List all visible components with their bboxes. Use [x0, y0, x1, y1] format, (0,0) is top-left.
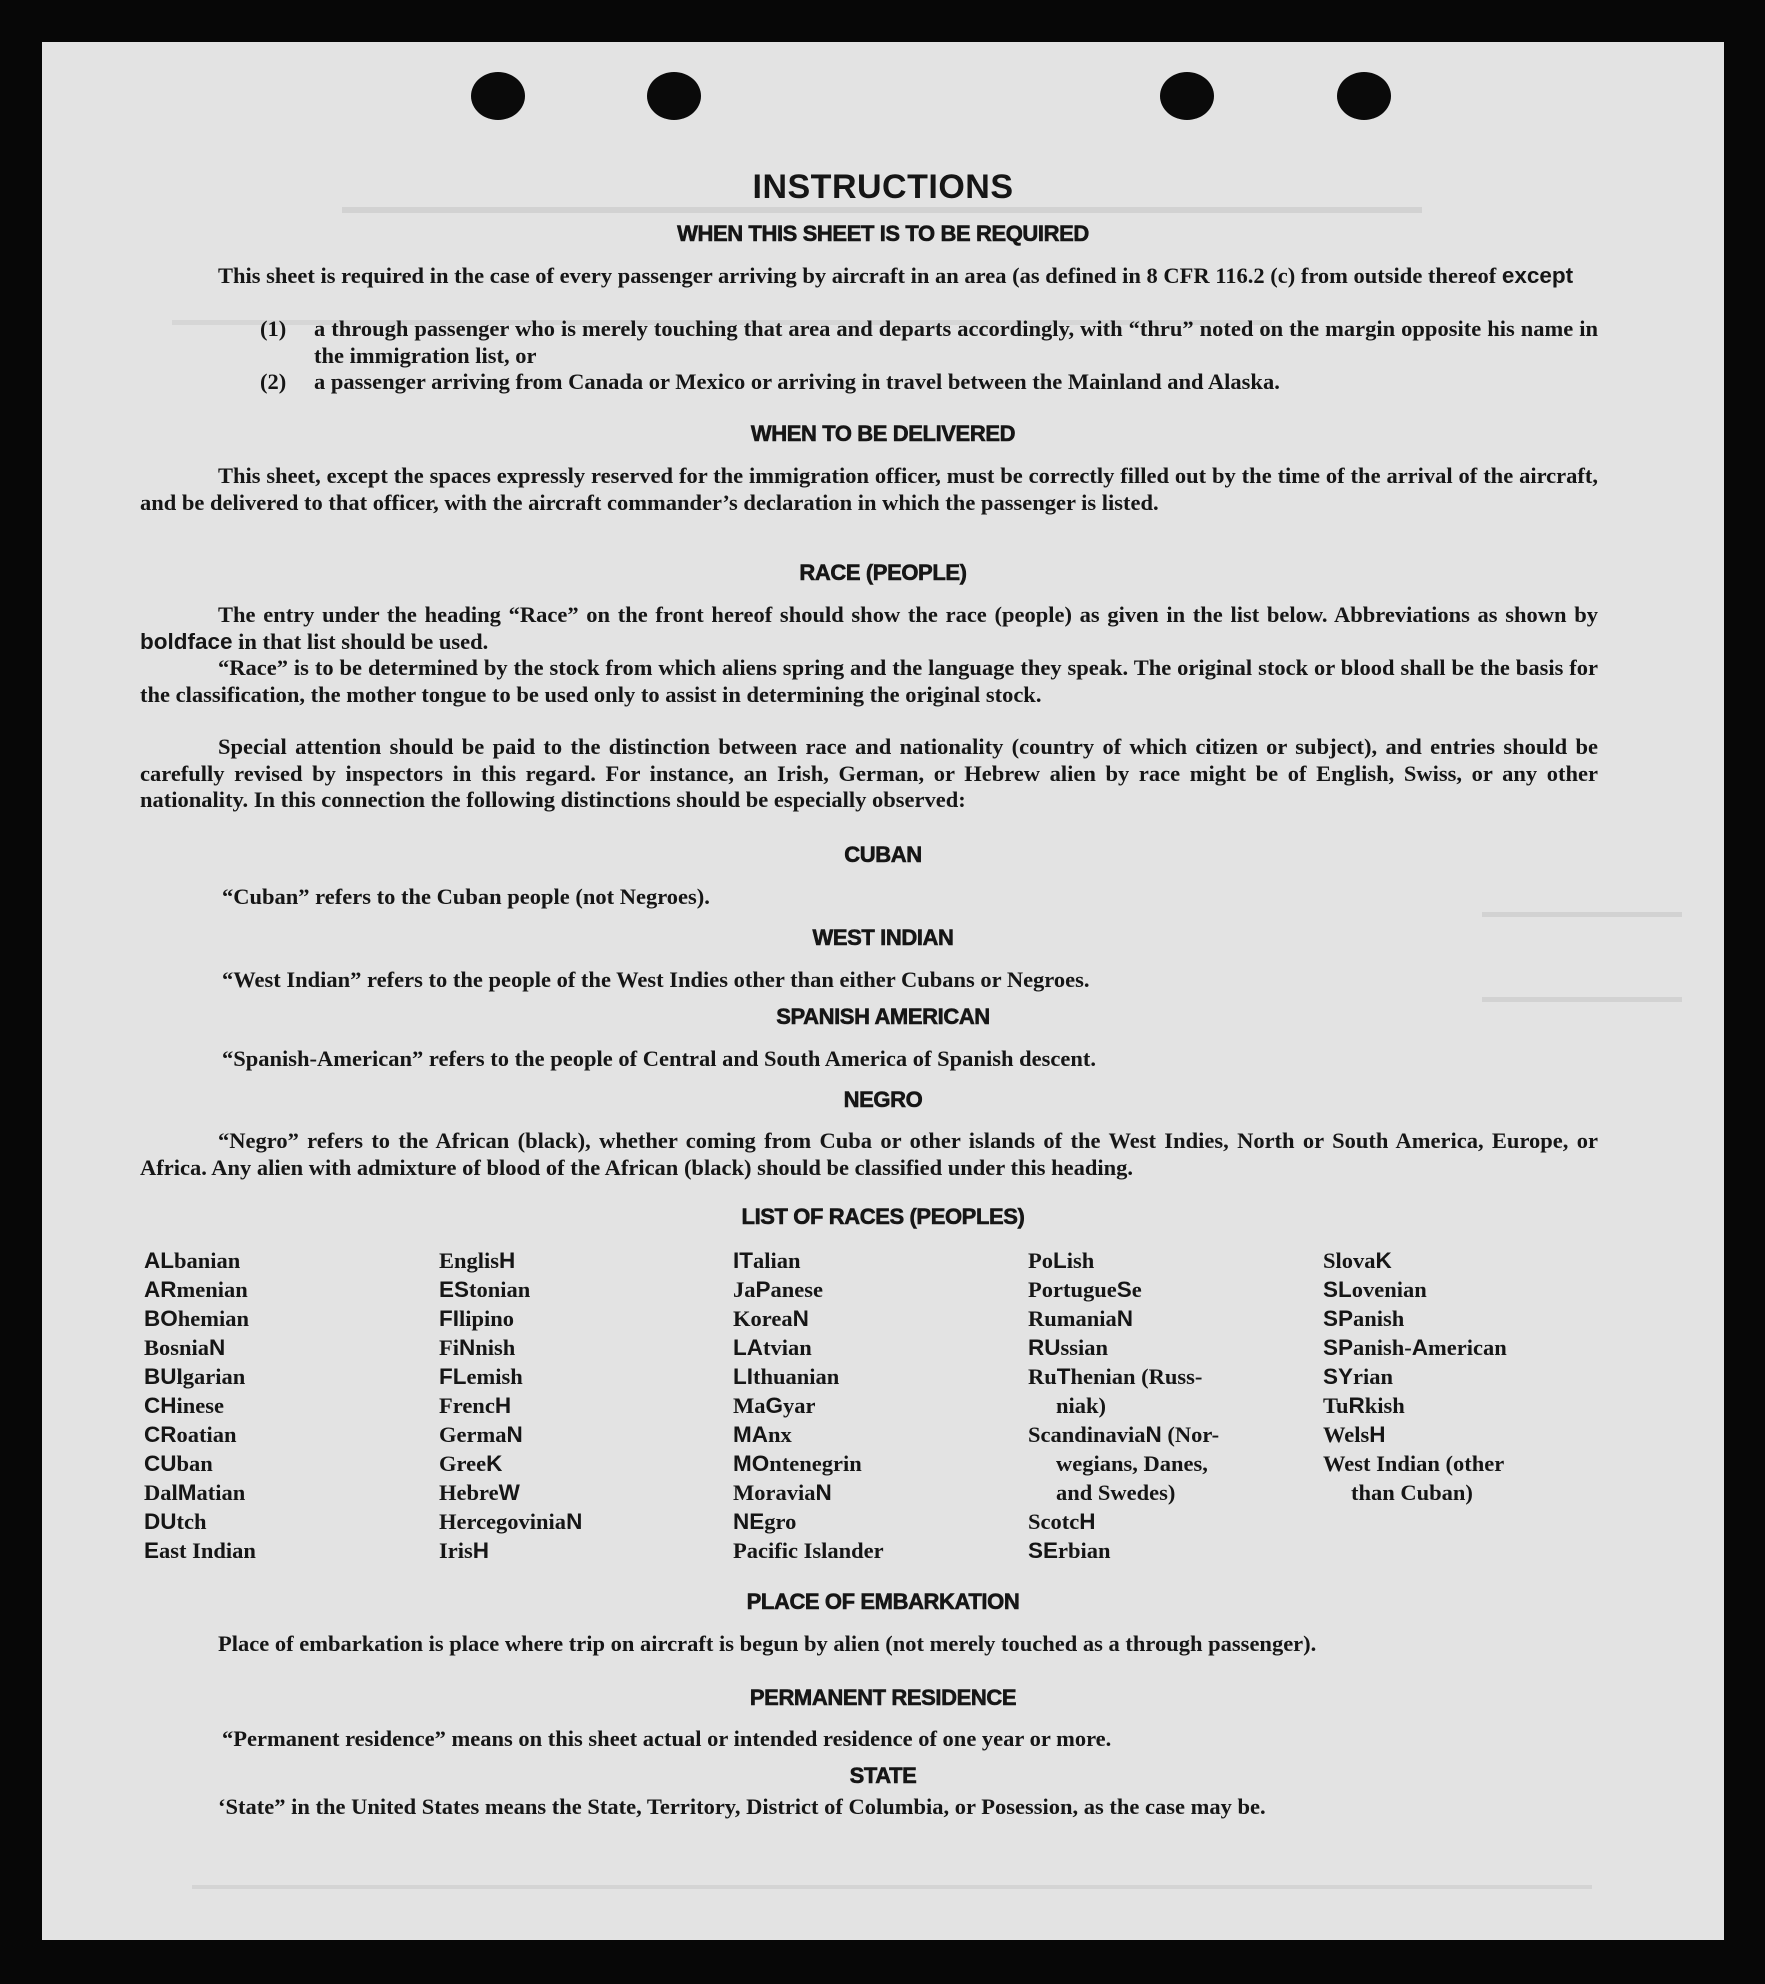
section-heading-when-delivered: WHEN TO BE DELIVERED: [750, 421, 1016, 446]
race-entry: [1323, 1362, 1507, 1391]
race-name-text: tch: [176, 1509, 207, 1534]
residence-text: “Permanent residence” means on this sheet actual or intended residence of one year or more.: [222, 1726, 1112, 1751]
section-heading-list-of-races: LIST OF RACES (PEOPLES): [741, 1204, 1025, 1229]
race-abbreviation: LI: [733, 1364, 753, 1389]
race-entry: [144, 1275, 256, 1304]
section-heading-cuban: CUBAN: [844, 842, 922, 867]
race-name-text: West Indian (other: [1323, 1451, 1505, 1476]
race-name-text: Tu: [1323, 1393, 1349, 1418]
race-name-text: e: [1131, 1277, 1142, 1302]
race-name-text: rbian: [1058, 1538, 1111, 1563]
race-paragraph-1: [140, 602, 1598, 655]
race-entry: [1323, 1304, 1507, 1333]
race-entry: [733, 1420, 884, 1449]
document-page: [42, 42, 1724, 1940]
race-abbreviation: CH: [144, 1393, 177, 1418]
race-abbreviation: H: [1369, 1422, 1386, 1447]
race-entry: [439, 1478, 582, 1507]
race-entry: [144, 1478, 256, 1507]
race-abbreviation: LA: [733, 1335, 763, 1360]
bleed-through-mark: [1482, 997, 1682, 1002]
race-abbreviation: N: [1116, 1306, 1134, 1331]
race-name-text: ish: [1066, 1248, 1095, 1273]
race-p3-text: Special attention should be paid to the distinction between race and nationality (country of which citizen or subject), and entries should be carefully revised by inspectors in this regard. For instance, an Irish, German, or Hebrew alien by race might be of English, Swiss, or any other nationality. In this connection the following distinctions should be especially observed:: [140, 734, 1598, 812]
race-name-text: niak): [1056, 1393, 1107, 1418]
race-name-text: Ja: [733, 1277, 756, 1302]
race-entry: [144, 1333, 256, 1362]
race-entry: [1028, 1333, 1219, 1362]
race-entry: [1323, 1449, 1507, 1478]
race-name-text: tvian: [763, 1335, 812, 1360]
race-abbreviation: SP: [1323, 1306, 1354, 1331]
race-entry: [439, 1449, 582, 1478]
race-p1-text: The entry under the heading “Race” on the front hereof should show the race (people) as given in the list below. Abbreviations as shown by: [218, 602, 1598, 627]
cuban-text: “Cuban” refers to the Cuban people (not Negroes).: [222, 884, 710, 909]
race-name-text: anese: [770, 1277, 824, 1302]
race-abbreviation: L: [1053, 1248, 1067, 1273]
race-name-text: lipino: [459, 1306, 515, 1331]
race-entry: [1028, 1275, 1219, 1304]
embarkation-body: Place of embarkation is place where trip on aircraft is begun by alien (not merely touched as a through passenger).: [218, 1631, 1317, 1656]
race-entry: [439, 1246, 582, 1275]
race-abbreviation: DU: [144, 1509, 177, 1534]
race-entry: [733, 1362, 884, 1391]
race-abbreviation: N: [815, 1480, 832, 1505]
race-name-text: inese: [176, 1393, 224, 1418]
except-word: except: [1501, 263, 1574, 288]
race-name-text: rian: [1353, 1364, 1394, 1389]
race-entry: [1028, 1536, 1219, 1565]
race-abbreviation: SP: [1323, 1335, 1354, 1360]
race-name-text: tonian: [469, 1277, 531, 1302]
negro-body: “Negro” refers to the African (black), whether coming from Cuba or other islands of the West Indies, North or South America, Europe, or Africa. Any alien with admixture of blood of the African (black) should be classified under this heading.: [140, 1128, 1598, 1180]
race-name-text: ast Indian: [159, 1538, 256, 1563]
race-entry: [144, 1420, 256, 1449]
race-name-text: Fi: [439, 1335, 459, 1360]
race-abbreviation: BO: [144, 1306, 178, 1331]
race-name-text: Hebre: [439, 1480, 499, 1505]
race-name-text: Gree: [439, 1451, 487, 1476]
race-name-text: Englis: [439, 1248, 500, 1273]
section-heading-negro: NEGRO: [843, 1087, 923, 1112]
races-column-5: [1323, 1246, 1507, 1507]
race-name-text: yar: [783, 1393, 816, 1418]
race-name-text: Bosnia: [144, 1335, 210, 1360]
race-entry: [439, 1391, 582, 1420]
embarkation-text: [140, 1631, 1598, 1658]
when-required-body: This sheet is required in the case of every passenger arriving by aircraft in an area (as defined in 8 CFR 116.2 (c) from outside thereof: [218, 263, 1497, 288]
race-entry-continuation: [1028, 1391, 1219, 1420]
when-required-text: [140, 263, 1598, 290]
race-name-text: nish: [475, 1335, 516, 1360]
races-column-4: [1028, 1246, 1219, 1565]
race-abbreviation: MO: [733, 1451, 770, 1476]
section-heading-state: STATE: [849, 1763, 917, 1788]
race-abbreviation: H: [472, 1538, 489, 1563]
race-name-text: alian: [753, 1248, 801, 1273]
race-name-text: Frenc: [439, 1393, 495, 1418]
bleed-through-mark: [1482, 912, 1682, 917]
race-entry: [1028, 1507, 1219, 1536]
race-name-text: Scandinavia: [1028, 1422, 1146, 1447]
race-entry: [733, 1478, 884, 1507]
race-abbreviation: AL: [144, 1248, 174, 1273]
race-entry: [144, 1449, 256, 1478]
race-abbreviation: G: [765, 1393, 784, 1418]
race-abbreviation: A: [1411, 1335, 1429, 1360]
race-entry: [439, 1333, 582, 1362]
race-name-text: ssian: [1060, 1335, 1109, 1360]
race-abbreviation: CR: [144, 1422, 177, 1447]
race-entry: [1028, 1246, 1219, 1275]
race-name-text: wegians, Danes,: [1056, 1451, 1208, 1476]
race-name-text: Iris: [439, 1538, 473, 1563]
races-column-2: [439, 1246, 582, 1565]
boldface-word: boldface: [140, 628, 233, 654]
race-abbreviation: N: [506, 1422, 523, 1447]
race-name-text: Po: [1028, 1248, 1053, 1273]
race-name-text: banian: [174, 1248, 241, 1273]
race-name-text: anish: [1353, 1306, 1405, 1331]
race-entry: [733, 1304, 884, 1333]
race-name-text: Scotc: [1028, 1509, 1080, 1534]
race-entry: [439, 1507, 582, 1536]
race-name-text: Korea: [733, 1306, 793, 1331]
section-heading-west-indian: WEST INDIAN: [812, 925, 954, 950]
race-p2-text: “Race” is to be determined by the stock from which aliens spring and the language they speak. The original stock or blood shall be the basis for the classification, the mother tongue to be used only to assist in determining the original stock.: [140, 655, 1598, 707]
race-entry: [733, 1333, 884, 1362]
race-abbreviation: N: [1145, 1422, 1162, 1447]
section-heading-embarkation: PLACE OF EMBARKATION: [746, 1589, 1020, 1614]
race-name-text: than Cuban): [1351, 1480, 1473, 1505]
exception-number: (2): [260, 369, 287, 394]
race-paragraph-2: [140, 655, 1598, 708]
race-entry: [1323, 1246, 1507, 1275]
race-abbreviation: FI: [439, 1306, 459, 1331]
bleed-through-mark: [342, 207, 1422, 213]
race-entry: [144, 1507, 256, 1536]
race-abbreviation: SL: [1323, 1277, 1352, 1302]
race-abbreviation: N: [792, 1306, 809, 1331]
race-abbreviation: SY: [1323, 1364, 1354, 1389]
race-entry-continuation: [1323, 1478, 1507, 1507]
race-entry: [144, 1362, 256, 1391]
race-abbreviation: AR: [144, 1277, 177, 1302]
race-entry: [1028, 1304, 1219, 1333]
race-name-text: ovenian: [1351, 1277, 1427, 1302]
race-name-text: menian: [176, 1277, 248, 1302]
race-abbreviation: S: [1116, 1277, 1132, 1302]
punch-hole: [647, 72, 701, 120]
punch-hole: [471, 72, 525, 120]
race-name-text: Ma: [733, 1393, 766, 1418]
race-name-text: emish: [466, 1364, 523, 1389]
race-name-text: ntenegrin: [769, 1451, 862, 1476]
race-abbreviation: CU: [144, 1451, 177, 1476]
exception-item-1: [260, 316, 1598, 369]
race-abbreviation: H: [1079, 1509, 1096, 1534]
race-name-text: atian: [196, 1480, 246, 1505]
exception-text: a through passenger who is merely touching that area and departs accordingly, with “thru” noted on the margin opposite his name in the immigration list, or: [314, 316, 1598, 368]
race-entry: [144, 1304, 256, 1333]
race-entry: [733, 1246, 884, 1275]
race-entry: [1028, 1420, 1219, 1449]
negro-text: [140, 1128, 1598, 1181]
race-name-text: Portugue: [1028, 1277, 1117, 1302]
race-name-text: anish-: [1353, 1335, 1412, 1360]
exception-item-2: [260, 369, 1598, 396]
race-abbreviation: T: [1056, 1364, 1071, 1389]
race-abbreviation: M: [177, 1480, 197, 1505]
race-entry: [733, 1449, 884, 1478]
race-entry: [144, 1536, 256, 1565]
race-name-text: lgarian: [176, 1364, 246, 1389]
race-entry: [733, 1507, 884, 1536]
race-name-text: ban: [176, 1451, 213, 1476]
race-abbreviation: H: [499, 1248, 516, 1273]
race-entry: [439, 1275, 582, 1304]
race-entry: [144, 1391, 256, 1420]
section-heading-when-required: WHEN THIS SHEET IS TO BE REQUIRED: [677, 221, 1089, 246]
race-name-text: Hercegovinia: [439, 1509, 567, 1534]
race-name-text: Moravia: [733, 1480, 816, 1505]
race-name-text: thuanian: [753, 1364, 840, 1389]
race-name-text: henian (Russ-: [1070, 1364, 1203, 1389]
section-heading-spanish-american: SPANISH AMERICAN: [776, 1004, 990, 1029]
race-abbreviation: RU: [1028, 1335, 1061, 1360]
bleed-through-mark: [192, 1885, 1592, 1889]
race-entry: [1323, 1420, 1507, 1449]
race-entry: [144, 1246, 256, 1275]
race-entry: [1323, 1275, 1507, 1304]
section-heading-race: RACE (PEOPLE): [799, 560, 967, 585]
race-abbreviation: BU: [144, 1364, 177, 1389]
race-entry: [733, 1536, 884, 1565]
race-abbreviation: N: [566, 1509, 583, 1534]
when-delivered-text: [140, 463, 1598, 516]
race-abbreviation: ES: [439, 1277, 470, 1302]
race-name-text: and Swedes): [1056, 1480, 1176, 1505]
race-abbreviation: R: [1348, 1393, 1365, 1418]
race-name-text: Wels: [1323, 1422, 1370, 1447]
race-entry: [439, 1420, 582, 1449]
race-abbreviation: H: [494, 1393, 512, 1418]
race-entry: [1028, 1362, 1219, 1391]
race-name-text: gro: [764, 1509, 797, 1534]
when-delivered-body: This sheet, except the spaces expressly reserved for the immigration officer, must be correctly filled out by the time of the arrival of the aircraft, and be delivered to that officer, with the aircraft commander’s declaration in which the passenger is listed.: [140, 463, 1598, 515]
race-entry-continuation: [1028, 1478, 1219, 1507]
race-abbreviation: IT: [733, 1248, 753, 1273]
race-name-text: (Nor-: [1161, 1422, 1220, 1447]
section-heading-permanent-residence: PERMANENT RESIDENCE: [749, 1685, 1017, 1710]
punch-hole: [1337, 72, 1391, 120]
race-abbreviation: E: [144, 1538, 160, 1563]
race-entry: [439, 1304, 582, 1333]
race-entry: [1323, 1391, 1507, 1420]
race-name-text: merican: [1428, 1335, 1507, 1360]
race-abbreviation: SE: [1028, 1538, 1059, 1563]
punch-hole: [1160, 72, 1214, 120]
race-abbreviation: P: [755, 1277, 771, 1302]
race-name-text: Dal: [144, 1480, 178, 1505]
west-indian-text: “West Indian” refers to the people of the West Indies other than either Cubans or Negroes.: [222, 967, 1090, 992]
race-name-text: Ru: [1028, 1364, 1057, 1389]
state-body: ‘State” in the United States means the State, Territory, District of Columbia, or Posession, as the case may be.: [218, 1794, 1266, 1819]
spanish-american-text: “Spanish-American” refers to the people of Central and South America of Spanish descent.: [222, 1046, 1096, 1071]
race-entry: [733, 1275, 884, 1304]
race-abbreviation: MA: [733, 1422, 768, 1447]
race-p1-tail: in that list should be used.: [238, 628, 489, 654]
race-abbreviation: K: [1375, 1248, 1392, 1273]
race-name-text: oatian: [176, 1422, 237, 1447]
race-name-text: Rumania: [1028, 1306, 1117, 1331]
race-abbreviation: NE: [733, 1509, 765, 1534]
race-abbreviation: FL: [439, 1364, 467, 1389]
exception-text: a passenger arriving from Canada or Mexico or arriving in travel between the Mainland and Alaska.: [314, 369, 1280, 394]
race-name-text: nx: [768, 1422, 792, 1447]
race-entry-continuation: [1028, 1449, 1219, 1478]
page-title: INSTRUCTIONS: [752, 168, 1014, 206]
race-name-text: hemian: [177, 1306, 250, 1331]
races-column-3: [733, 1246, 884, 1565]
exception-number: (1): [260, 316, 287, 341]
race-name-text: Slova: [1323, 1248, 1376, 1273]
race-entry: [733, 1391, 884, 1420]
race-entry: [1323, 1333, 1507, 1362]
race-name-text: kish: [1364, 1393, 1405, 1418]
race-name-text: Germa: [439, 1422, 507, 1447]
race-entry: [439, 1536, 582, 1565]
state-text: [140, 1794, 1598, 1821]
race-entry: [439, 1362, 582, 1391]
race-abbreviation: N: [459, 1335, 476, 1360]
races-column-1: [144, 1246, 256, 1565]
race-abbreviation: W: [498, 1480, 520, 1505]
race-abbreviation: K: [486, 1451, 503, 1476]
race-abbreviation: N: [209, 1335, 226, 1360]
race-name-text: Pacific Islander: [733, 1538, 884, 1563]
race-paragraph-3: [140, 734, 1598, 814]
